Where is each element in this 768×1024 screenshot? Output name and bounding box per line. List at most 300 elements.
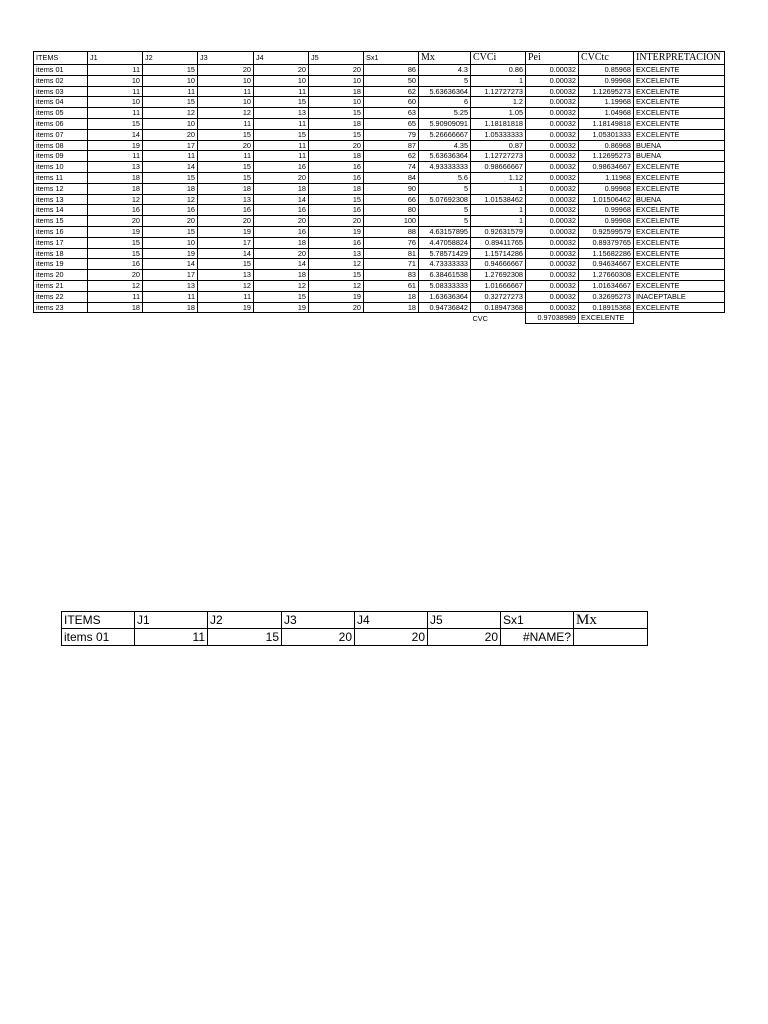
table-cell: EXCELENTE	[634, 162, 725, 173]
table-row	[34, 302, 725, 313]
column-header: J3	[282, 612, 355, 629]
table-cell: 20	[88, 270, 143, 281]
table-cell: BUENA	[634, 140, 725, 151]
table-cell: 61	[364, 280, 419, 291]
column-header: CVCi	[471, 52, 526, 65]
column-header: J1	[135, 612, 208, 629]
table-cell: EXCELENTE	[634, 97, 725, 108]
table-cell: 76	[364, 237, 419, 248]
empty-cell	[198, 313, 254, 324]
table-cell: 20	[198, 65, 254, 76]
cvc-value: 0.97038989	[526, 313, 579, 324]
table-cell: 20	[198, 140, 254, 151]
table-cell: 16	[309, 205, 364, 216]
table-cell: 18	[309, 183, 364, 194]
table-row	[34, 129, 725, 140]
table-cell: 1	[471, 75, 526, 86]
table-row	[34, 183, 725, 194]
table-cell: 0.00032	[526, 183, 579, 194]
table-cell: 0.98666667	[471, 162, 526, 173]
table-cell: 5.90909091	[419, 118, 471, 129]
table-cell: 5.63636364	[419, 86, 471, 97]
table-cell: 81	[364, 248, 419, 259]
table-cell: 19	[309, 291, 364, 302]
table-cell: EXCELENTE	[634, 86, 725, 97]
column-header: J4	[355, 612, 428, 629]
table-cell: 12	[88, 280, 143, 291]
table-cell: 18	[198, 183, 254, 194]
table-cell: INACEPTABLE	[634, 291, 725, 302]
table-cell: EXCELENTE	[634, 205, 725, 216]
table-row	[34, 118, 725, 129]
table-cell: 1	[471, 205, 526, 216]
table-cell: 11	[143, 86, 198, 97]
table-cell: 12	[143, 194, 198, 205]
table-cell: 0.00032	[526, 65, 579, 76]
table-cell: 1.11968	[579, 172, 634, 183]
table-cell: 62	[364, 86, 419, 97]
table-cell: 5.63636364	[419, 151, 471, 162]
table-cell: 65	[364, 118, 419, 129]
table-cell: 20	[309, 302, 364, 313]
table-cell: EXCELENTE	[634, 270, 725, 281]
table-cell: 20	[282, 629, 355, 646]
table-cell: items 01	[34, 65, 88, 76]
column-header: Pei	[526, 52, 579, 65]
table-cell: 18	[143, 183, 198, 194]
table-cell: items 13	[34, 194, 88, 205]
table-cell: 15	[88, 248, 143, 259]
table-cell: 0.32695273	[579, 291, 634, 302]
table-cell: 4.93333333	[419, 162, 471, 173]
table-cell: 10	[198, 75, 254, 86]
table-cell: items 06	[34, 118, 88, 129]
table-cell: 19	[88, 226, 143, 237]
table-cell: 1.15714286	[471, 248, 526, 259]
table-cell: 19	[254, 302, 309, 313]
table-cell: 1.12	[471, 172, 526, 183]
table-row	[34, 194, 725, 205]
table-cell: 79	[364, 129, 419, 140]
table-cell: 16	[143, 205, 198, 216]
table-cell: 0.00032	[526, 108, 579, 119]
table-row	[34, 270, 725, 281]
column-header: J5	[309, 52, 364, 65]
table-cell: 13	[254, 108, 309, 119]
table-cell: 11	[135, 629, 208, 646]
table-cell: 1.27660308	[579, 270, 634, 281]
table-cell: 19	[88, 140, 143, 151]
table-cell: 12	[143, 108, 198, 119]
table-cell: 0.18947368	[471, 302, 526, 313]
table-cell: 14	[198, 248, 254, 259]
table-row	[34, 65, 725, 76]
table-cell: 0.00032	[526, 97, 579, 108]
table-cell: 11	[198, 291, 254, 302]
table-cell: EXCELENTE	[634, 226, 725, 237]
table-cell: 11	[254, 86, 309, 97]
table-cell: EXCELENTE	[634, 108, 725, 119]
table-cell: EXCELENTE	[634, 172, 725, 183]
table-cell: items 05	[34, 108, 88, 119]
table-cell: 18	[88, 172, 143, 183]
table-cell: 5	[419, 183, 471, 194]
table-cell: 14	[143, 162, 198, 173]
column-header: ITEMS	[34, 52, 88, 65]
table-row	[34, 237, 725, 248]
table-cell: 11	[254, 118, 309, 129]
table-cell: items 12	[34, 183, 88, 194]
table-cell: items 19	[34, 259, 88, 270]
header-row	[62, 612, 648, 629]
table-cell: 11	[254, 151, 309, 162]
cvc-label: CVC	[471, 313, 526, 324]
table-cell: 18	[309, 151, 364, 162]
table-cell: 11	[88, 291, 143, 302]
table-row	[34, 97, 725, 108]
table-cell: 0.00032	[526, 291, 579, 302]
table-cell: 5	[419, 216, 471, 227]
table-cell: 18	[143, 302, 198, 313]
table-cell: 0.00032	[526, 75, 579, 86]
table-cell: 5	[419, 75, 471, 86]
table-cell: 0.99968	[579, 205, 634, 216]
table-row	[34, 140, 725, 151]
validity-table	[33, 51, 725, 324]
table-cell: 16	[88, 259, 143, 270]
table-cell: 4.63157895	[419, 226, 471, 237]
table-cell: 16	[309, 162, 364, 173]
table-cell: 13	[143, 280, 198, 291]
table-cell: 0.86968	[579, 140, 634, 151]
table-cell: 5.07692308	[419, 194, 471, 205]
table-cell: 11	[198, 86, 254, 97]
table-cell: 5.26666667	[419, 129, 471, 140]
table-cell: 20	[355, 629, 428, 646]
table-cell: 13	[198, 270, 254, 281]
column-header: Sx1	[364, 52, 419, 65]
table-cell: 0.85968	[579, 65, 634, 76]
table-cell: 63	[364, 108, 419, 119]
table-cell: 83	[364, 270, 419, 281]
table-cell: 1.01666667	[471, 280, 526, 291]
table-cell: 0.00032	[526, 248, 579, 259]
table-cell: 14	[254, 194, 309, 205]
table-cell: EXCELENTE	[634, 237, 725, 248]
table-cell: 0.00032	[526, 86, 579, 97]
table-cell: 0.99968	[579, 75, 634, 86]
table-cell: items 15	[34, 216, 88, 227]
table-cell: 11	[88, 65, 143, 76]
table-cell: 20	[309, 216, 364, 227]
table-cell: 15	[143, 172, 198, 183]
table-cell: EXCELENTE	[634, 183, 725, 194]
table-cell: 1.01634667	[579, 280, 634, 291]
table-cell: 5	[419, 205, 471, 216]
table-cell: 18	[254, 237, 309, 248]
table-cell: EXCELENTE	[634, 75, 725, 86]
table-row	[62, 629, 648, 646]
table-cell: 1.01506462	[579, 194, 634, 205]
table-cell: 66	[364, 194, 419, 205]
empty-cell	[34, 313, 88, 324]
table-cell: 4.35	[419, 140, 471, 151]
table-cell: 5.25	[419, 108, 471, 119]
table-cell: 16	[254, 226, 309, 237]
table-cell: 15	[198, 162, 254, 173]
table-row	[34, 226, 725, 237]
empty-cell	[419, 313, 471, 324]
empty-cell	[309, 313, 364, 324]
table-cell: 11	[143, 291, 198, 302]
table-cell: 11	[198, 118, 254, 129]
table-cell: 0.00032	[526, 270, 579, 281]
table-cell: items 01	[62, 629, 135, 646]
table-cell: 0.00032	[526, 226, 579, 237]
table-cell: 12	[198, 108, 254, 119]
column-header: J5	[428, 612, 501, 629]
table-cell: 1.05	[471, 108, 526, 119]
empty-cell	[143, 313, 198, 324]
table-cell: 10	[309, 75, 364, 86]
table-cell: 12	[198, 280, 254, 291]
table-cell: 15	[254, 129, 309, 140]
table-cell: 5.6	[419, 172, 471, 183]
cvc-summary-row	[34, 313, 725, 324]
table-cell: 18	[364, 291, 419, 302]
table-cell: 50	[364, 75, 419, 86]
table-cell: 10	[309, 97, 364, 108]
table-cell: 1.12695273	[579, 86, 634, 97]
table-row	[34, 248, 725, 259]
table-cell: EXCELENTE	[634, 259, 725, 270]
table-cell: 74	[364, 162, 419, 173]
table-cell: 12	[309, 280, 364, 291]
table-cell: 14	[143, 259, 198, 270]
table-cell: 16	[254, 205, 309, 216]
table-cell: 0.00032	[526, 140, 579, 151]
table-cell: 0.00032	[526, 280, 579, 291]
table-cell: 6	[419, 97, 471, 108]
table-cell: 20	[254, 248, 309, 259]
table-cell: 13	[88, 162, 143, 173]
table-cell: 0.99968	[579, 183, 634, 194]
table-cell: 15	[88, 237, 143, 248]
table-cell: 0.00032	[526, 302, 579, 313]
table-cell: 100	[364, 216, 419, 227]
table-cell: 15	[143, 226, 198, 237]
table-cell: 1.12727273	[471, 151, 526, 162]
table-cell: 60	[364, 97, 419, 108]
table-cell: 1.19968	[579, 97, 634, 108]
table-row	[34, 205, 725, 216]
table-cell: 20	[428, 629, 501, 646]
table-cell: 17	[143, 270, 198, 281]
table-row	[34, 108, 725, 119]
table-cell: 20	[143, 129, 198, 140]
table-cell: EXCELENTE	[634, 118, 725, 129]
table-cell: 84	[364, 172, 419, 183]
table-cell: 10	[254, 75, 309, 86]
table-cell: 5.08333333	[419, 280, 471, 291]
header-row	[34, 52, 725, 65]
column-header: Mx	[574, 612, 648, 629]
table-cell: 20	[254, 172, 309, 183]
table-cell: 1.12727273	[471, 86, 526, 97]
table-cell: items 11	[34, 172, 88, 183]
table-cell: EXCELENTE	[634, 302, 725, 313]
table-row	[34, 216, 725, 227]
table-cell: 14	[88, 129, 143, 140]
table-cell: 0.89379765	[579, 237, 634, 248]
table-cell: 18	[254, 183, 309, 194]
table-cell: 19	[198, 302, 254, 313]
table-cell: 15	[208, 629, 282, 646]
table-cell: 15	[88, 118, 143, 129]
table-cell: 1.18181818	[471, 118, 526, 129]
column-header: J2	[208, 612, 282, 629]
table-cell: 0.98634667	[579, 162, 634, 173]
table-cell: 12	[309, 259, 364, 270]
column-header: CVCtc	[579, 52, 634, 65]
table-cell: 1.05301333	[579, 129, 634, 140]
table-cell: 18	[88, 183, 143, 194]
table-cell: items 10	[34, 162, 88, 173]
table-cell: 0.32727273	[471, 291, 526, 302]
table-cell: 10	[143, 118, 198, 129]
table-cell: 1.2	[471, 97, 526, 108]
table-cell: 18	[254, 270, 309, 281]
table-row	[34, 259, 725, 270]
table-cell: items 22	[34, 291, 88, 302]
table-cell: 13	[198, 194, 254, 205]
table-cell: 18	[364, 302, 419, 313]
table-cell: 16	[254, 162, 309, 173]
table-cell: 0.86	[471, 65, 526, 76]
table-cell: items 23	[34, 302, 88, 313]
table-cell: 19	[309, 226, 364, 237]
table-cell: 71	[364, 259, 419, 270]
table-cell: 11	[88, 86, 143, 97]
table-row	[34, 291, 725, 302]
table-cell: 0.00032	[526, 118, 579, 129]
table-cell: 0.00032	[526, 205, 579, 216]
table-cell: 16	[309, 237, 364, 248]
table-cell: 1.27692308	[471, 270, 526, 281]
table-cell: items 20	[34, 270, 88, 281]
table-cell: 0.00032	[526, 129, 579, 140]
table-cell: 15	[309, 270, 364, 281]
table-cell: 0.00032	[526, 259, 579, 270]
table-row	[34, 86, 725, 97]
column-header: J2	[143, 52, 198, 65]
table-cell: 20	[309, 65, 364, 76]
table-cell: 15	[309, 194, 364, 205]
column-header: ITEMS	[62, 612, 135, 629]
column-header: J1	[88, 52, 143, 65]
table-cell: EXCELENTE	[634, 280, 725, 291]
table-cell: 15	[309, 108, 364, 119]
table-cell: 20	[143, 216, 198, 227]
table-cell: 11	[143, 151, 198, 162]
table-cell: 11	[198, 151, 254, 162]
table-cell: 1	[471, 183, 526, 194]
table-cell: 18	[309, 86, 364, 97]
table-cell: 15	[309, 129, 364, 140]
table-cell: 18	[88, 302, 143, 313]
table-cell: 1.05333333	[471, 129, 526, 140]
table-cell: 20	[309, 140, 364, 151]
table-cell: 5.78571429	[419, 248, 471, 259]
column-header: J4	[254, 52, 309, 65]
table-cell: 0.99968	[579, 216, 634, 227]
table-cell: items 04	[34, 97, 88, 108]
table-cell: items 03	[34, 86, 88, 97]
table-cell: 0.00032	[526, 194, 579, 205]
table-cell: 10	[198, 97, 254, 108]
table-row	[34, 280, 725, 291]
table-cell: 80	[364, 205, 419, 216]
table-cell: 88	[364, 226, 419, 237]
table-row	[34, 151, 725, 162]
table-cell: 62	[364, 151, 419, 162]
table-cell: items 02	[34, 75, 88, 86]
table-cell: 0.92631579	[471, 226, 526, 237]
table-cell: BUENA	[634, 151, 725, 162]
table-cell: items 16	[34, 226, 88, 237]
table-cell: 13	[309, 248, 364, 259]
table-cell: 0.00032	[526, 216, 579, 227]
table-cell: 11	[88, 108, 143, 119]
column-header: Mx	[419, 52, 471, 65]
table-cell: 10	[143, 237, 198, 248]
table-cell: EXCELENTE	[634, 216, 725, 227]
table-cell: 0.94634667	[579, 259, 634, 270]
table-cell: 0.87	[471, 140, 526, 151]
table-cell: 1.15682286	[579, 248, 634, 259]
table-cell: 4.73333333	[419, 259, 471, 270]
table-cell: 1	[471, 216, 526, 227]
table-cell: 16	[88, 205, 143, 216]
formula-table	[61, 611, 648, 646]
table-cell: 15	[198, 172, 254, 183]
table-cell: 15	[254, 97, 309, 108]
table-cell: 1.18149818	[579, 118, 634, 129]
table-cell: 0.00032	[526, 172, 579, 183]
table-cell: 12	[254, 280, 309, 291]
table-cell: 10	[88, 97, 143, 108]
table-cell: 15	[198, 259, 254, 270]
table-cell: items 21	[34, 280, 88, 291]
table-cell: 20	[254, 216, 309, 227]
table-cell: 15	[143, 65, 198, 76]
table-cell: 16	[198, 205, 254, 216]
column-header: J3	[198, 52, 254, 65]
table-cell: 17	[143, 140, 198, 151]
table-cell: EXCELENTE	[634, 248, 725, 259]
table-cell: items 07	[34, 129, 88, 140]
table-row	[34, 162, 725, 173]
table-cell: items 08	[34, 140, 88, 151]
table-cell: 86	[364, 65, 419, 76]
column-header: Sx1	[501, 612, 574, 629]
table-cell: 10	[143, 75, 198, 86]
table-cell: items 14	[34, 205, 88, 216]
column-header: INTERPRETACIÓN	[634, 52, 725, 65]
table-cell: 20	[198, 216, 254, 227]
table-cell: 1.04968	[579, 108, 634, 119]
empty-cell	[254, 313, 309, 324]
